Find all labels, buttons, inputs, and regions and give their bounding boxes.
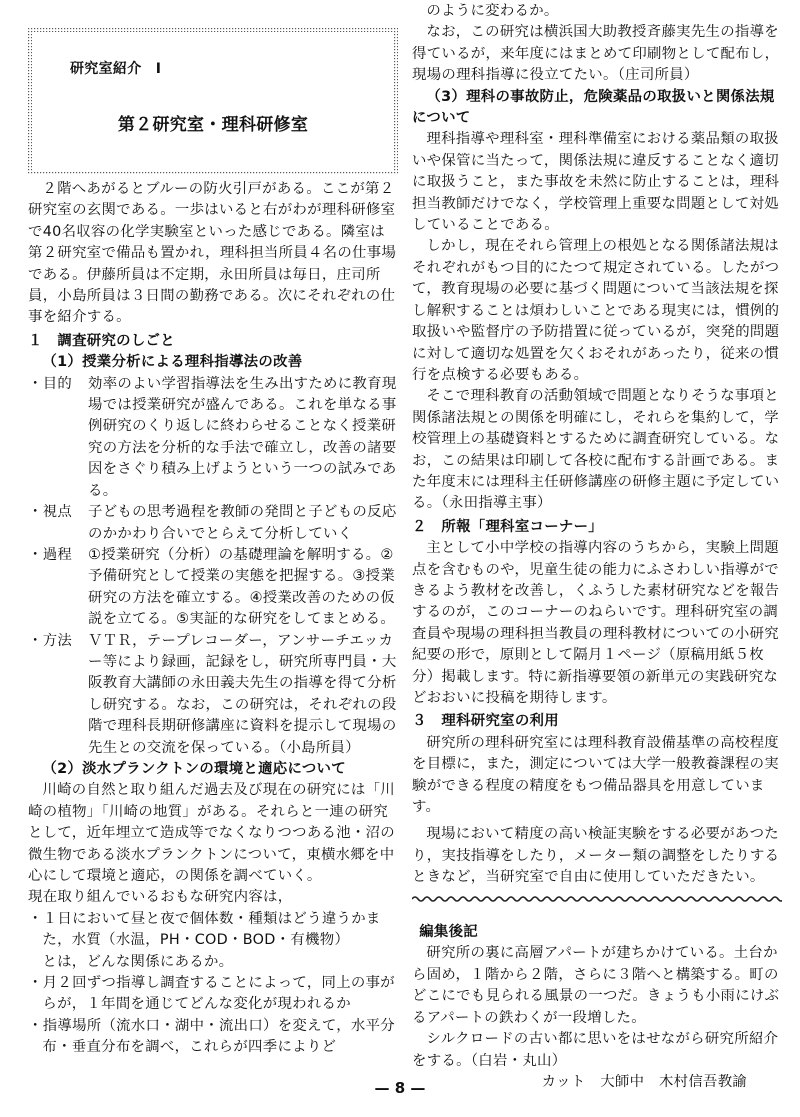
item-text: ①授業研究（分析）の基礎理論を解明する。②予備研究として授業の実態を把握する。③授業研究の方法を確立する。④授業改善のための仮説を立てる。⑤実証的な研究をしてまとめる。: [88, 546, 396, 628]
heading-research: １ 調査研究のしごと: [28, 332, 175, 349]
section-title: 第２研究室・理科研修室: [117, 115, 309, 135]
editor-note-title: 編集後記: [419, 924, 478, 941]
lab-use-paragraph-2: 現場において精度の高い検証実験をする必要があつたり，実技指導をしたり，メーター類の調整をしたりするときなど，当研究室で自由に使用していただきたい。: [412, 826, 780, 886]
editor-note-paragraph-1: 研究所の裏に高層アパートが建ちかけている。土台から固め，１階から２階，さらに３階へと構築する。町のどこにでも見られる風景の一つだ。きょうも小雨にけぶるアパートの鉄わくが一段増した。: [412, 945, 780, 1026]
right-column: [412, 0, 782, 1093]
left-column: [28, 0, 398, 1059]
item-viewpoint: [28, 502, 398, 545]
list-item-continuation: とは，どんな関係にあるか。: [42, 953, 234, 970]
item-purpose: [28, 374, 398, 502]
lab-use-paragraph-1: 研究所の理科研究室には理科教育設備基準の高校程度を目標に，また，測定については大学一般教養課程の実験ができる程度の精度をもつ備品器具を用意しています。: [412, 734, 779, 816]
heading-lab-use: ３ 理科研究室の利用: [412, 713, 559, 730]
plankton-paragraph: 川崎の自然と取り組んだ過去及び現在の研究には「川崎の植物」「川崎の地質」がある。それらと一連の研究として，近年埋立て造成等でなくなりつつある池・沼の微生物である淡水プランクトンについて，東横水郷を中心にして環境と適応，の関係を調べていく。: [28, 782, 395, 884]
item-text: 子どもの思考過程を教師の発問と子どもの反応のかかわり合いでとらえて分析していく: [88, 504, 397, 542]
hatched-frame: [28, 28, 398, 175]
subheading-safety: （3）理科の事故防止，危険薬品の取扱いと関係法規について: [412, 88, 775, 127]
section-label: 研究室紹介 Ⅰ: [70, 61, 162, 77]
item-key: ・方法: [28, 632, 73, 649]
section-title-box: [28, 28, 398, 175]
item-key: ・過程: [28, 546, 73, 563]
intro-paragraph: ２階へあがるとブルーの防火引戸がある。ここが第２研究室の玄関である。一歩はいると右がわが理科研修室で40名収容の化学実験室といった感じである。隣室は第２研究室で備品も置かれ，理科担当所員４名の仕事場である。伊藤所員は不定期，永田所員は毎日，庄司所員，小島所員は３日間の勤務である。次にそれぞれの仕事を紹介する。: [28, 181, 397, 326]
plankton-note: なお，この研究は横浜国大助教授斉藤実先生の指導を得ているが，来年度にはまとめて印刷物として配布し，現場の理科指導に役立てたい。（庄司所員）: [412, 24, 780, 84]
wavy-divider: [412, 895, 782, 903]
item-key: ・視点: [28, 504, 73, 521]
item-process: [28, 545, 398, 631]
item-text: ＶＴＲ，テープレコーダー，アンサーチエッカー等により録画，記録をし，研究所専門員・大阪教育大講師の永田義夫先生の指導を得て分析し研究する。なお，この研究は，それぞれの段階で理科長期研修講座に資料を提示して現場の先生との交流を保っている。（小島所員）: [88, 632, 397, 756]
illustration-credit: カット 大師中 木村信吾教諭: [541, 1073, 748, 1090]
subheading-plankton: （2）淡水プランクトンの環境と適応について: [42, 760, 346, 777]
safety-paragraph-1: 理科指導や理科室・理科準備室における薬品類の取扱いや保管に当たって，関係法規に違反することなく適切に取扱うこと，また事故を未然に防止することは，理科担当教師だけでなく，学校管理上重要な問題として対処していることである。: [412, 131, 780, 234]
item-key: ・目的: [28, 375, 73, 392]
safety-paragraph-2: しかし，現在それら管理上の根処となる関係諸法規はそれぞれがもつ目的にたつて規定されている。したがつて，教育現場の必要に基づく問題について当該法規を探し解釈することは煩わしいことである現実には，慣例的取扱いや監督庁の予防措置に従っているが，突発的問題に対して適切な処置を欠くおそれがあったり，従来の慣行を点検する必要もある。: [412, 238, 780, 383]
editor-note-paragraph-2: シルクロードの古い都に思いをはせながら研究所紹介をする。（白岩・丸山）: [412, 1031, 779, 1069]
bulletin-paragraph: 主として小中学校の指導内容のうちから，実験上問題点を含むものや，児童生徒の能力にふさわしい指導ができるよう教材を改善し，くふうした素材研究などを報告するのが，このコーナーのねらいです。理科研究室の調査員や現場の理科担当教員の理科教材についての小研究紀要の形で，原則として隔月１ページ（原稿用紙５枚分）掲載します。特に新指導要領の新単元の実践研究などおおいに投稿を期待します。: [412, 540, 780, 706]
heading-bulletin: ２ 所報「理科室コーナー」: [412, 518, 603, 535]
subheading-lesson-analysis: （1）授業分析による理科指導法の改善: [42, 354, 303, 371]
safety-paragraph-3: そこで理科教育の活動領域で問題となりそうな事項と関係諸法規との関係を明確にし，それらを集約して，学校管理上の基礎資料とするために調査研究している。なお，この結果は印刷して各校に配布する計画である。また年度末には理科主任研修講座の研修主題に予定している。（永田指導主事）: [412, 388, 780, 512]
item-text: 効率のよい学習指導法を生み出すために教育現場では授業研究が盛んである。これを単なる事例研究のくり返しに終わらせることなく授業研究の方法を分析的な手法で確立し，改善の諸要因をさぐり積み上げようという一つの試みである。: [88, 375, 397, 499]
list-item: ・１日において昼と夜で個体数・種類はどう違うかまた，水質（水温，PH・COD・BOD・有機物）: [28, 910, 381, 949]
list-item: ・月２回ずつ指導し調査することによって，同上の事がらが，１年間を通じてどんな変化が現われるか: [28, 975, 395, 1013]
item-method: [28, 631, 398, 759]
list-continuation: のように変わるか。: [426, 3, 559, 19]
list-item: ・指導場所（流水口・湖中・流出口）を変えて，水平分布・垂直分布を調べ，これらが四季によりど: [28, 1017, 395, 1056]
research-list-intro: 現在取り組んでいるおもな研究内容は，: [28, 889, 293, 906]
page-number: — 8 —: [374, 1079, 426, 1097]
